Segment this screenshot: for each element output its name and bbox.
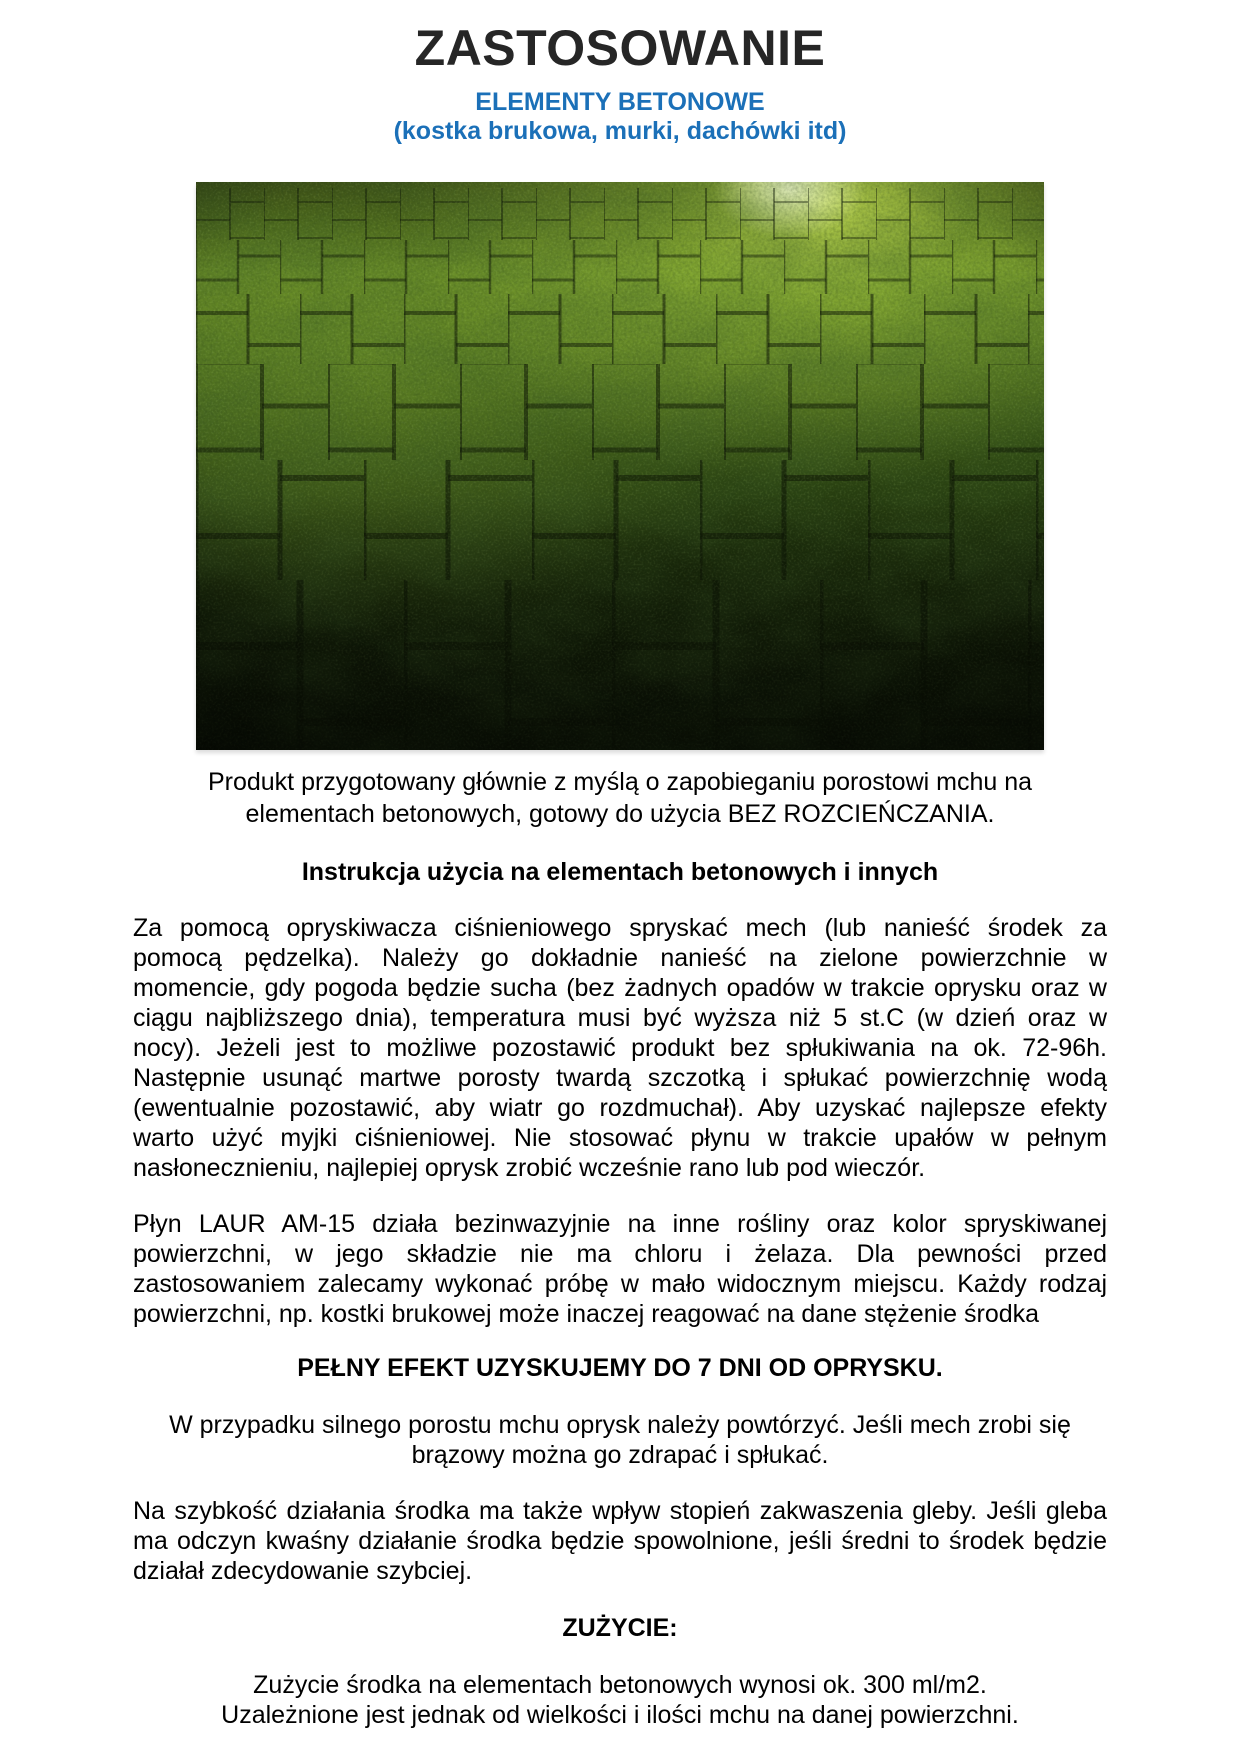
text-line: elementach betonowych, gotowy do użycia BEZ ROZCIEŃCZANIA. [245, 800, 995, 828]
full-effect-statement [133, 1353, 1107, 1383]
text-line: powierzchni, np. kostki brukowej może inaczej reagować na dane stężenie środka [133, 1300, 1040, 1328]
instructions-heading [133, 857, 1107, 887]
text-line: ma odczyn kwaśny działanie środka będzie spowolnione, jeśli średni to środek będzie [133, 1527, 1107, 1555]
text-line: działał zdecydowanie szybciej. [133, 1557, 473, 1585]
subtitle [0, 88, 1240, 146]
text-line: Instrukcja użycia na elementach betonowych i innych [301, 858, 939, 886]
photo-caption [133, 766, 1107, 830]
text-line: (ewentualnie pozostawić, aby wiatr go rozdmuchał). Aby uzyskać najlepsze efekty [133, 1094, 1107, 1122]
text-line: Uzależnione jest jednak od wielkości i ilości mchu na danej powierzchni. [221, 1701, 1019, 1729]
soil-acidity-paragraph [133, 1496, 1107, 1586]
text-line: warto użyć myjki ciśnieniowej. Nie stosować płynu w trakcie upałów w pełnym [133, 1124, 1107, 1152]
text-line: Na szybkość działania środka ma także wpływ stopień zakwaszenia gleby. Jeśli gleba [133, 1497, 1107, 1525]
instructions-paragraph [133, 913, 1107, 1183]
text-line: nocy). Jeżeli jest to możliwe pozostawić produkt bez spłukiwania na ok. 72-96h. [133, 1034, 1107, 1062]
usage-heading [133, 1613, 1107, 1643]
text-line: pomocą pędzelka). Należy go dokładnie nanieść na zielone powierzchnie w [133, 944, 1107, 972]
text-line: ciągu najbliższego dnia), temperatura musi być wyższa niż 5 st.C (w dzień oraz w [133, 1004, 1107, 1032]
mossy-bricks-photo [196, 182, 1044, 750]
text-line: powierzchni, w jego składzie nie ma chloru i żelaza. Dla pewności przed [133, 1240, 1107, 1268]
text-line: Za pomocą opryskiwacza ciśnieniowego spryskać mech (lub nanieść środek za [133, 914, 1107, 942]
text-line: W przypadku silnego porostu mchu oprysk należy powtórzyć. Jeśli mech zrobi się [169, 1411, 1071, 1439]
text-line: Następnie usunąć martwe porosty twardą szczotką i spłukać powierzchnię wodą [133, 1064, 1107, 1092]
subtitle-line1: ELEMENTY BETONOWE [475, 88, 765, 116]
text-line: Zużycie środka na elementach betonowych wynosi ok. 300 ml/m2. [253, 1671, 987, 1699]
usage-paragraph [133, 1670, 1107, 1730]
mossy-bricks-illustration [196, 182, 1044, 750]
page-title: ZASTOSOWANIE [414, 20, 826, 76]
text-line: nasłonecznieniu, najlepiej oprysk zrobić wcześnie rano lub pod wieczór. [133, 1154, 926, 1182]
text-line: Płyn LAUR AM-15 działa bezinwazyjnie na inne rośliny oraz kolor spryskiwanej [133, 1210, 1107, 1238]
document-header [0, 0, 1240, 146]
text-line: ZUŻYCIE: [562, 1614, 678, 1642]
text-line: brązowy można go zdrapać i spłukać. [411, 1441, 829, 1469]
text-line: momencie, gdy pogoda będzie sucha (bez żadnych opadów w trakcie oprysku oraz w [133, 974, 1107, 1002]
repeat-spray-paragraph [133, 1410, 1107, 1470]
text-line: zastosowaniem zalecamy wykonać próbę w mało widocznym miejscu. Każdy rodzaj [133, 1270, 1107, 1298]
text-line: Produkt przygotowany głównie z myślą o zapobieganiu porostowi mchu na [207, 768, 1033, 796]
content-blocks [0, 766, 1240, 1730]
product-safety-paragraph [133, 1209, 1107, 1329]
text-line: PEŁNY EFEKT UZYSKUJEMY DO 7 DNI OD OPRYSKU. [297, 1354, 943, 1382]
subtitle-line2: (kostka brukowa, murki, dachówki itd) [393, 117, 847, 145]
